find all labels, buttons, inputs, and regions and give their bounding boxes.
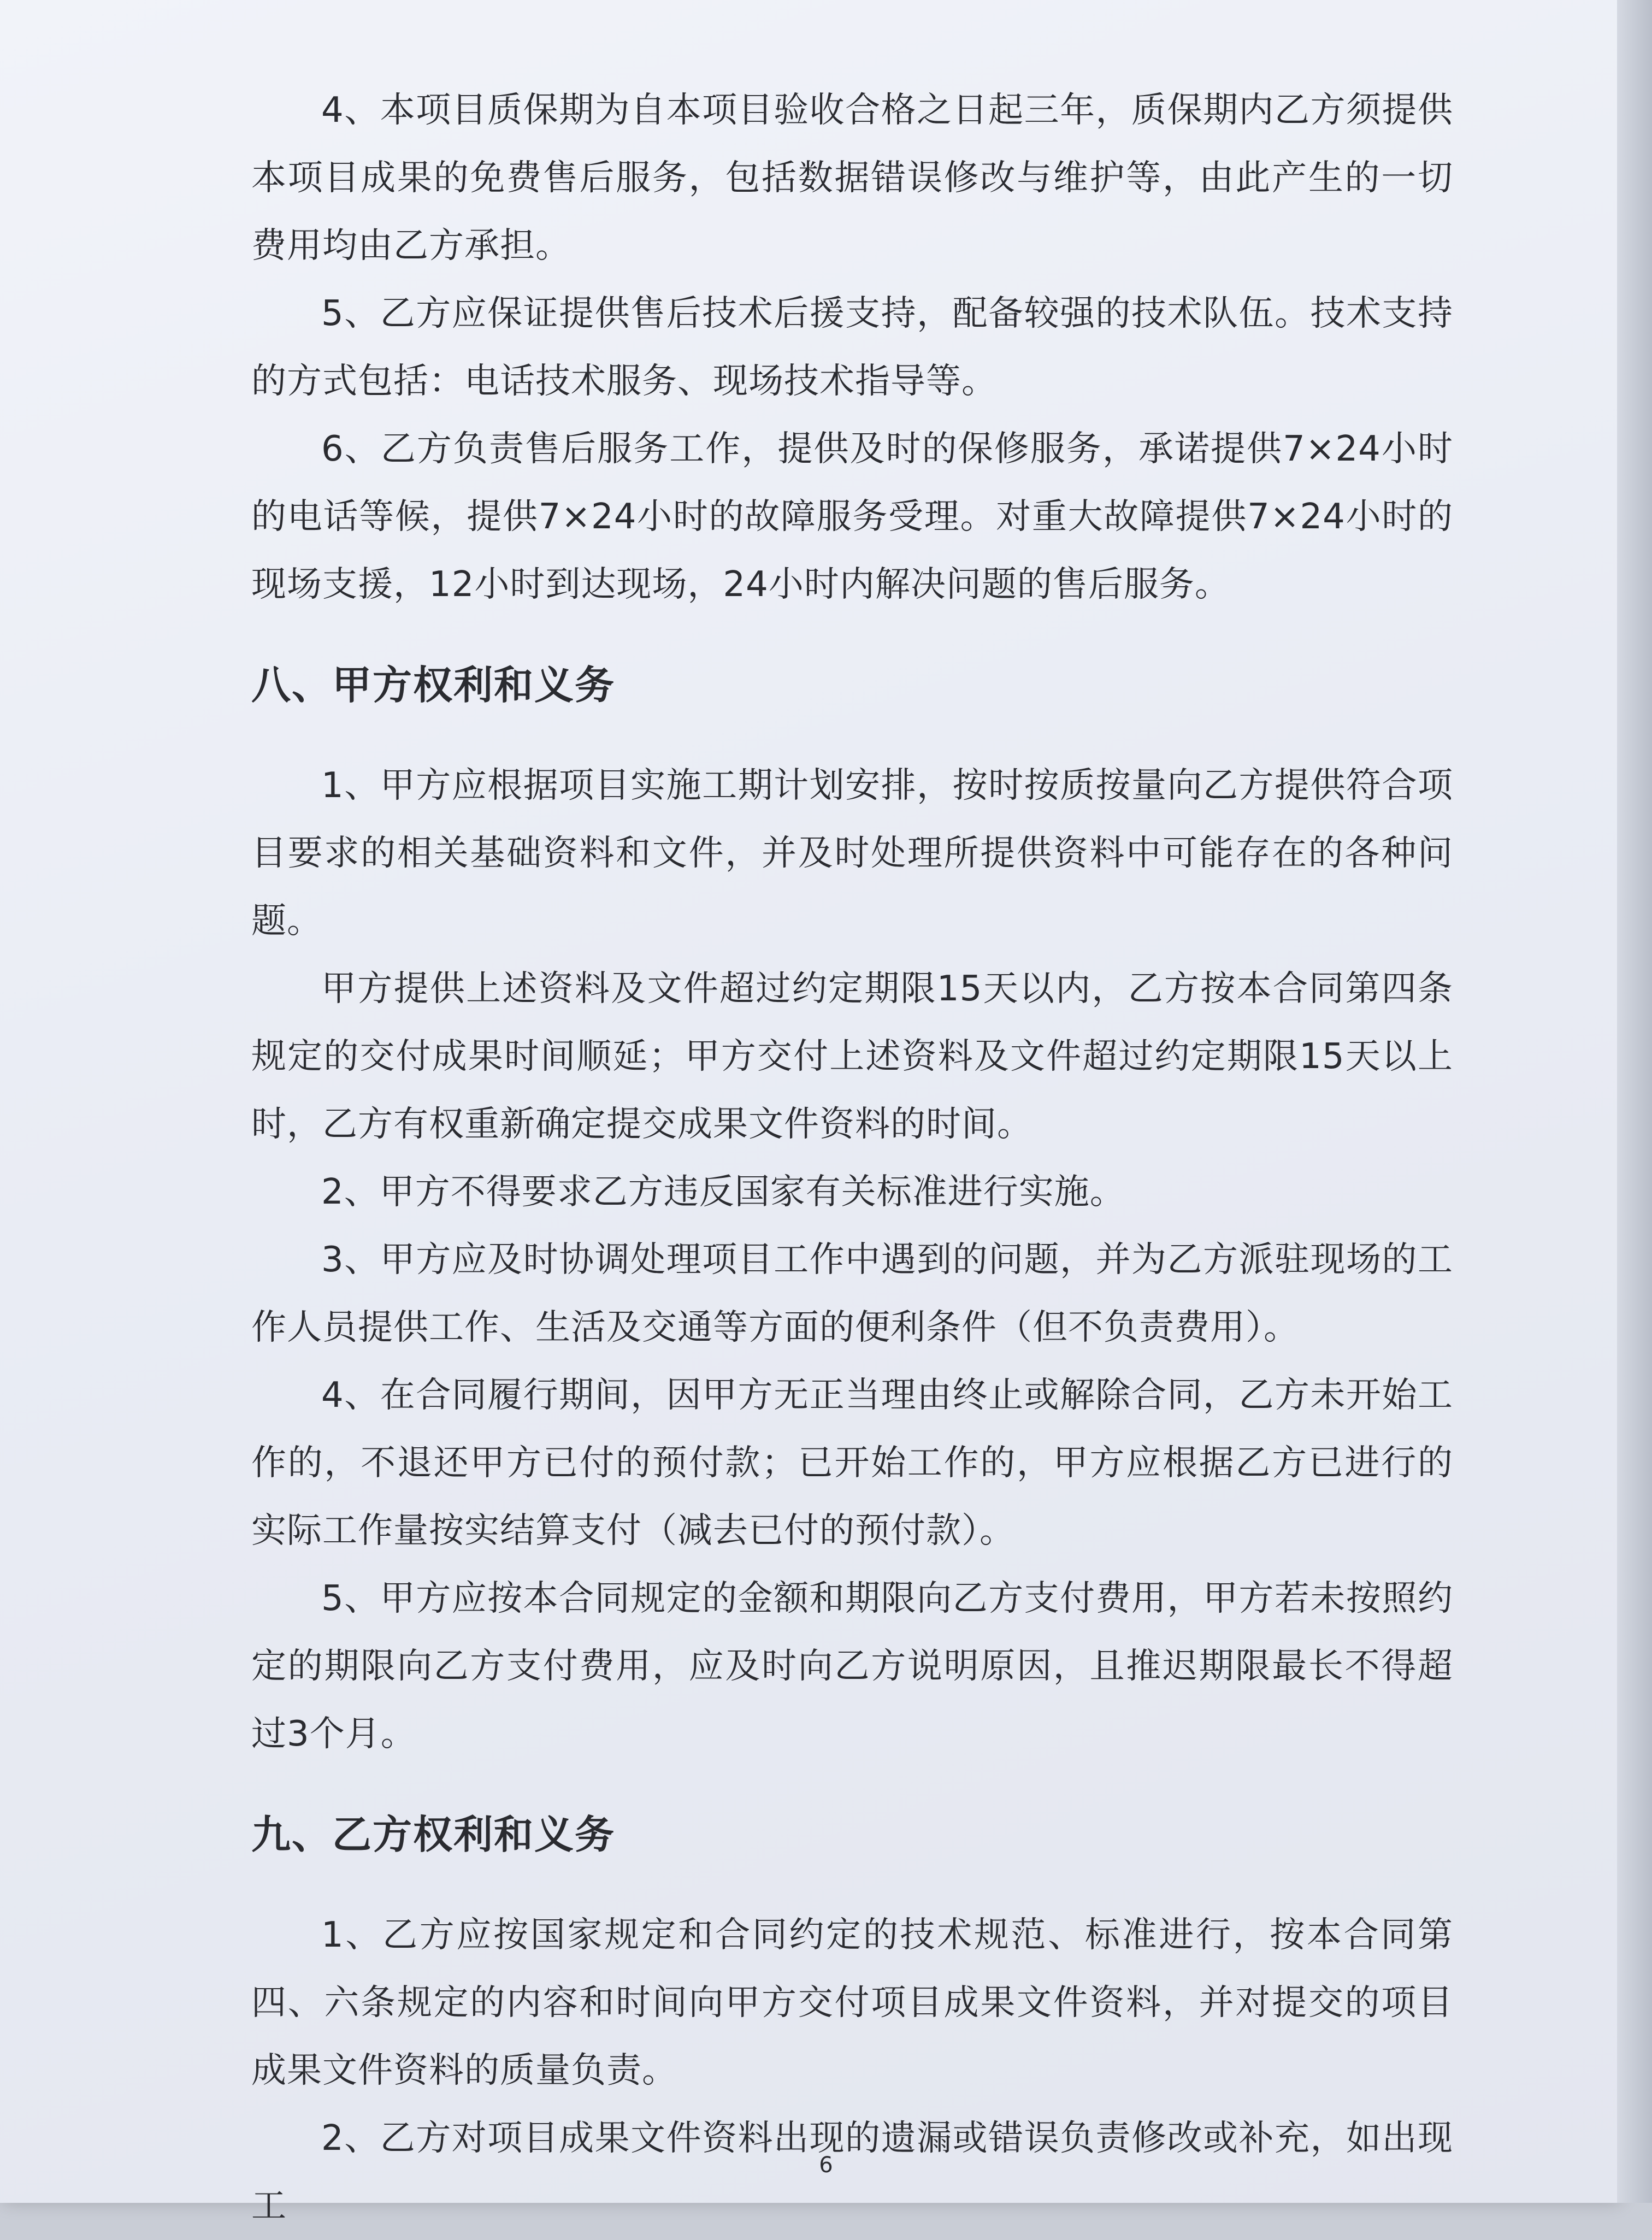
paragraph: 5、甲方应按本合同规定的金额和期限向乙方支付费用，甲方若未按照约定的期限向乙方支付费用，应及时向乙方说明原因，且推迟期限最长不得超过3个月。 [251, 1578, 1453, 1754]
paragraph: 1、乙方应按国家规定和合同约定的技术规范、标准进行，按本合同第四、六条规定的内容和时间向甲方交付项目成果文件资料，并对提交的项目成果文件资料的质量负责。 [251, 1915, 1453, 2091]
page-edge [1617, 0, 1652, 2203]
section-after-sales [251, 76, 1453, 618]
paragraph: 4、在合同履行期间，因甲方无正当理由终止或解除合同，乙方未开始工作的，不退还甲方已付的预付款；已开始工作的，甲方应根据乙方已进行的实际工作量按实结算支付（减去已付的预付款）。 [251, 1375, 1453, 1551]
paragraph: 6、乙方负责售后服务工作，提供及时的保修服务，承诺提供7×24小时的电话等候，提供7×24小时的故障服务受理。对重大故障提供7×24小时的现场支援，12小时到达现场，24小时内解决问题的售后服务。 [251, 429, 1453, 605]
page-number: 6 [819, 2153, 833, 2178]
document-body [251, 76, 1453, 2240]
section-heading: 八、甲方权利和义务 [251, 662, 616, 708]
paragraph: 5、乙方应保证提供售后技术后援支持，配备较强的技术队伍。技术支持的方式包括：电话技术服务、现场技术指导等。 [251, 293, 1453, 402]
paragraph: 甲方提供上述资料及文件超过约定期限15天以内，乙方按本合同第四条规定的交付成果时间顺延；甲方交付上述资料及文件超过约定期限15天以上时，乙方有权重新确定提交成果文件资料的时间。 [251, 969, 1453, 1145]
paragraph: 1、甲方应根据项目实施工期计划安排，按时按质按量向乙方提供符合项目要求的相关基础资料和文件，并及时处理所提供资料中可能存在的各种问题。 [251, 765, 1453, 941]
paragraph: 2、甲方不得要求乙方违反国家有关标准进行实施。 [321, 1172, 1125, 1212]
paragraph: 3、甲方应及时协调处理项目工作中遇到的问题，并为乙方派驻现场的工作人员提供工作、生活及交通等方面的便利条件（但不负责费用）。 [251, 1240, 1453, 1348]
paragraph: 2、乙方对项目成果文件资料出现的遗漏或错误负责修改或补充，如出现工 [251, 2118, 1453, 2226]
section-party-a-rights [251, 652, 1453, 1768]
section-heading: 九、乙方权利和义务 [251, 1812, 616, 1858]
paragraph: 4、本项目质保期为自本项目验收合格之日起三年，质保期内乙方须提供本项目成果的免费售后服务，包括数据错误修改与维护等，由此产生的一切费用均由乙方承担。 [251, 90, 1453, 266]
